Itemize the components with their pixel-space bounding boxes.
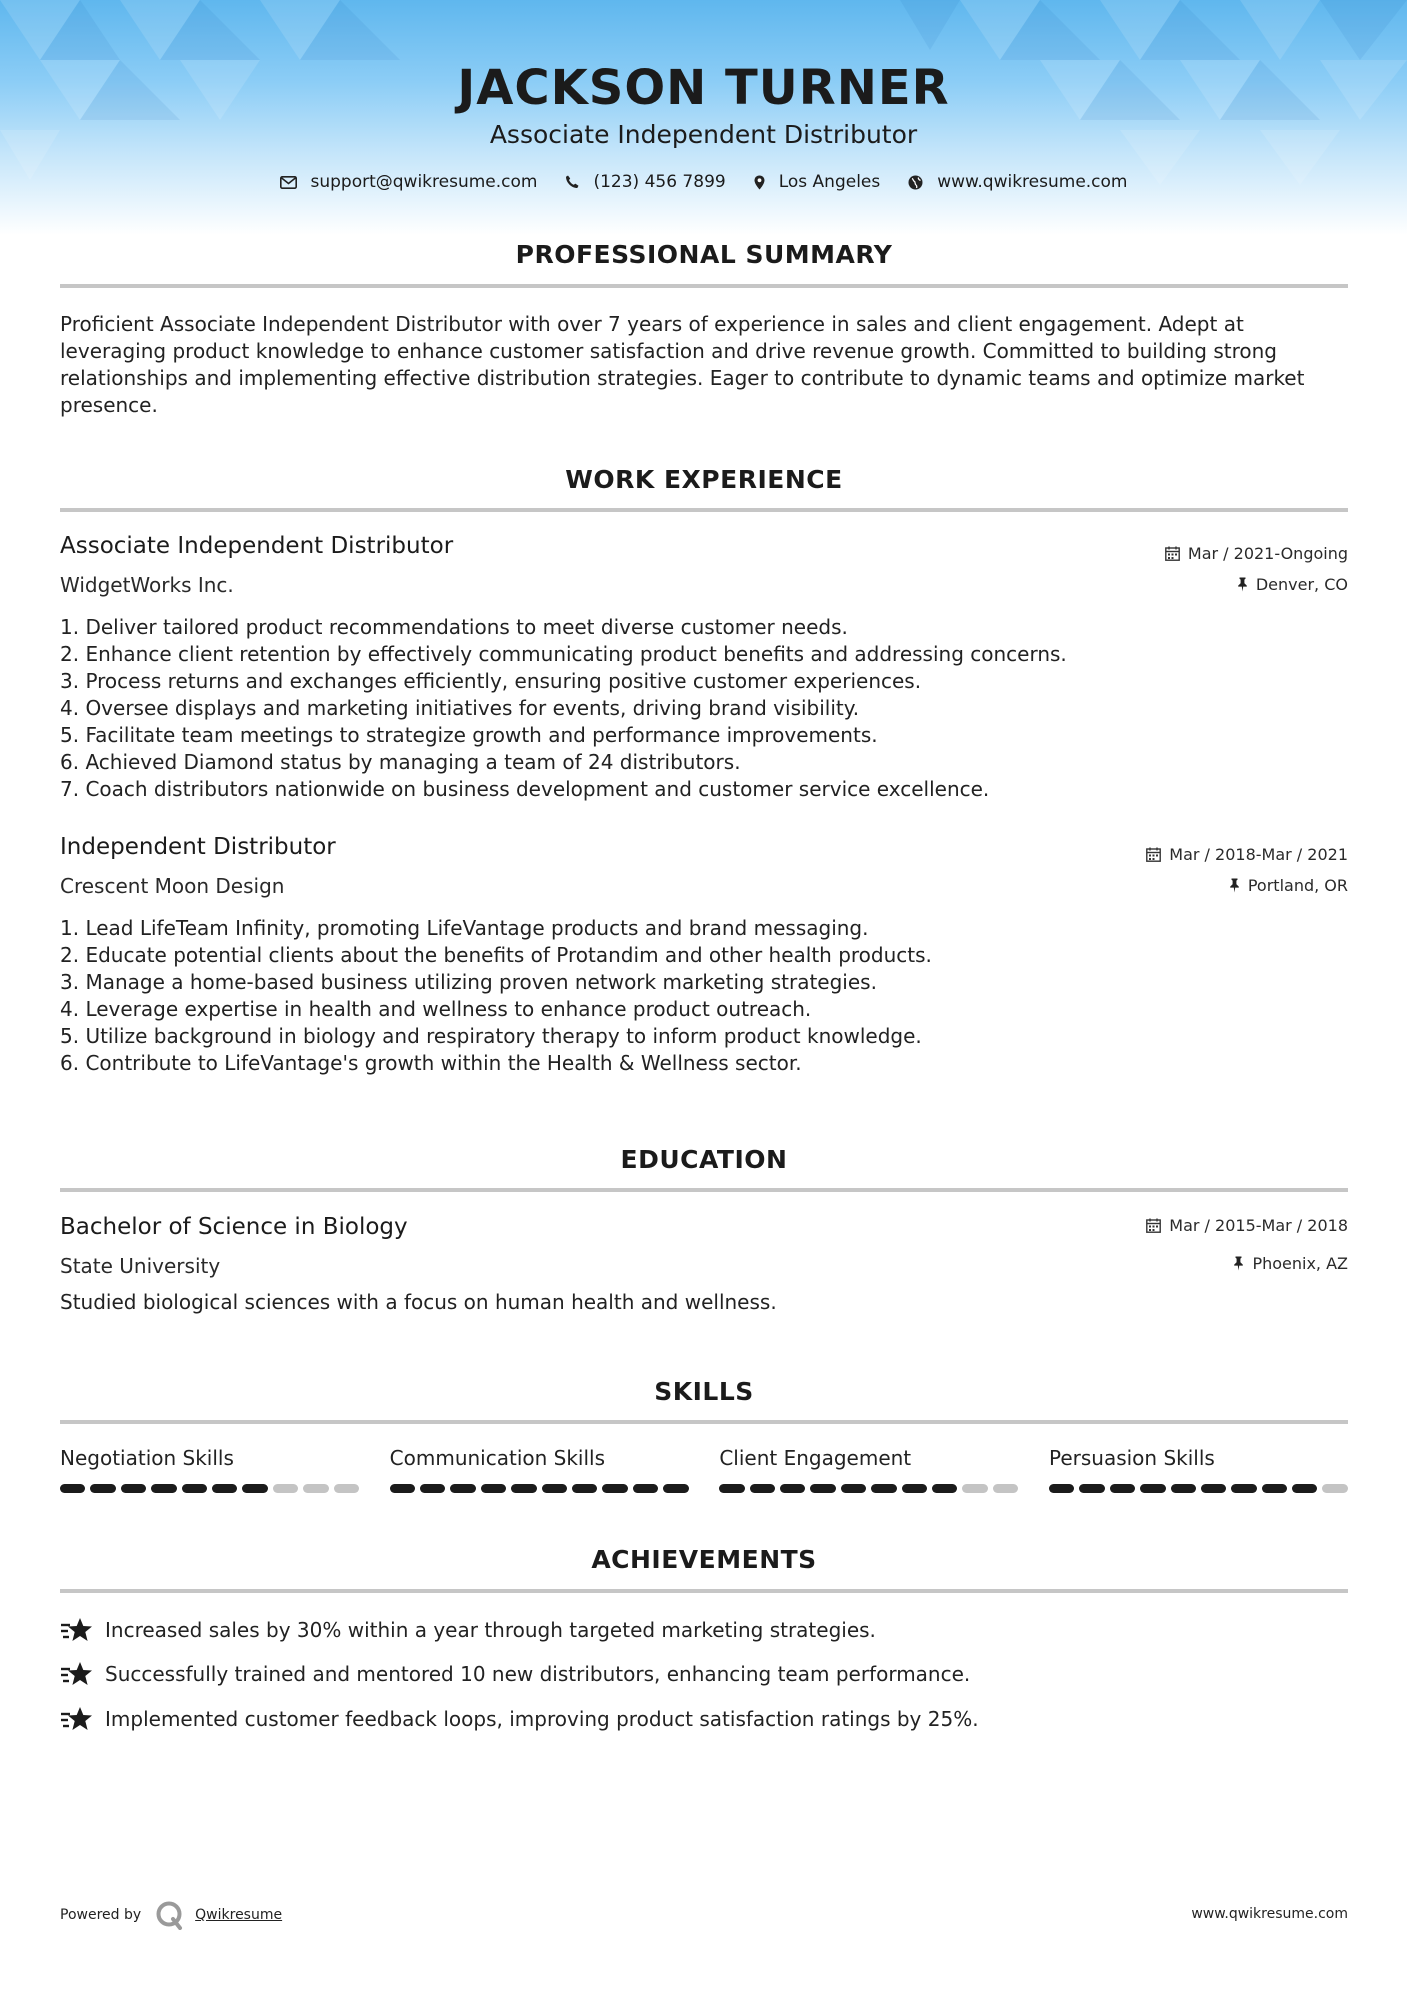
skill-segment-filled bbox=[121, 1484, 146, 1493]
globe-icon bbox=[908, 175, 923, 190]
skill-segment-empty bbox=[303, 1484, 328, 1493]
skill-segment-filled bbox=[902, 1484, 927, 1493]
skill-level-bar bbox=[60, 1484, 359, 1493]
list-item: 1. Deliver tailored product recommendations to meet diverse customer needs. bbox=[60, 615, 848, 639]
calendar-icon bbox=[1146, 1218, 1161, 1233]
qwikresume-link[interactable]: Qwikresume bbox=[195, 1907, 283, 1923]
star-award-icon bbox=[60, 1706, 93, 1732]
skills-grid bbox=[60, 1446, 1348, 1493]
skill-segment-filled bbox=[390, 1484, 415, 1493]
job-dates-text: Mar / 2018-Mar / 2021 bbox=[1169, 845, 1348, 864]
list-item: 4. Oversee displays and marketing initiatives for events, driving brand visibility. bbox=[60, 696, 860, 720]
contact-bar bbox=[0, 172, 1407, 192]
section-divider bbox=[60, 508, 1348, 512]
job-location-text: Denver, CO bbox=[1255, 575, 1348, 594]
skill-level-bar bbox=[719, 1484, 1018, 1493]
job-location bbox=[1229, 876, 1348, 895]
job-duties-list bbox=[60, 614, 1348, 803]
list-item: 2. Educate potential clients about the benefits of Protandim and other health products. bbox=[60, 943, 932, 967]
skill-segment-filled bbox=[1079, 1484, 1104, 1493]
school-name: State University bbox=[60, 1254, 221, 1278]
achievement-item bbox=[60, 1661, 970, 1687]
list-item: 5. Utilize background in biology and respiratory therapy to inform product knowledge. bbox=[60, 1024, 922, 1048]
skill-segment-filled bbox=[90, 1484, 115, 1493]
skill-item bbox=[390, 1446, 689, 1493]
job-location bbox=[1237, 575, 1348, 594]
skill-name: Persuasion Skills bbox=[1048, 1446, 1215, 1470]
company-name: WidgetWorks Inc. bbox=[60, 573, 234, 597]
achievement-text: Increased sales by 30% within a year through targeted marketing strategies. bbox=[105, 1618, 876, 1642]
skill-segment-filled bbox=[450, 1484, 475, 1493]
skill-segment-empty bbox=[1322, 1484, 1347, 1493]
section-title-summary: PROFESSIONAL SUMMARY bbox=[515, 240, 893, 269]
skill-segment-filled bbox=[420, 1484, 445, 1493]
job-duties-list bbox=[60, 915, 1348, 1077]
section-divider bbox=[60, 284, 1348, 288]
contact-email[interactable] bbox=[280, 172, 538, 192]
list-item: 2. Enhance client retention by effectively communicating product benefits and addressing concerns. bbox=[60, 642, 1067, 666]
skill-name: Client Engagement bbox=[719, 1446, 912, 1470]
job-title: Associate Independent Distributor bbox=[60, 533, 454, 559]
skill-segment-filled bbox=[841, 1484, 866, 1493]
list-item: 3. Process returns and exchanges efficiently, ensuring positive customer experiences. bbox=[60, 669, 922, 693]
achievement-text: Implemented customer feedback loops, improving product satisfaction ratings by 25%. bbox=[105, 1707, 979, 1731]
skill-item bbox=[1049, 1446, 1348, 1493]
location-text: Los Angeles bbox=[778, 172, 881, 192]
footer-powered-by bbox=[60, 1900, 282, 1930]
phone-icon bbox=[565, 175, 579, 189]
skill-level-bar bbox=[390, 1484, 689, 1493]
section-divider bbox=[60, 1420, 1348, 1424]
degree-title: Bachelor of Science in Biology bbox=[60, 1214, 408, 1240]
list-item: 6. Contribute to LifeVantage's growth within the Health & Wellness sector. bbox=[60, 1051, 802, 1075]
skill-segment-filled bbox=[663, 1484, 688, 1493]
education-location bbox=[1233, 1254, 1348, 1273]
skill-segment-filled bbox=[481, 1484, 506, 1493]
skill-segment-filled bbox=[871, 1484, 896, 1493]
skill-item bbox=[719, 1446, 1018, 1493]
email-text: support@qwikresume.com bbox=[310, 172, 538, 192]
skill-segment-filled bbox=[1049, 1484, 1074, 1493]
skill-segment-filled bbox=[511, 1484, 536, 1493]
skill-segment-filled bbox=[572, 1484, 597, 1493]
star-award-icon bbox=[60, 1617, 93, 1643]
skill-segment-filled bbox=[750, 1484, 775, 1493]
job-dates bbox=[1165, 544, 1348, 563]
section-divider bbox=[60, 1188, 1348, 1192]
skill-segment-filled bbox=[810, 1484, 835, 1493]
education-description: Studied biological sciences with a focus on human health and wellness. bbox=[60, 1290, 777, 1314]
section-title-skills: SKILLS bbox=[654, 1377, 754, 1406]
skill-level-bar bbox=[1049, 1484, 1348, 1493]
skill-name: Communication Skills bbox=[389, 1446, 606, 1470]
skill-segment-empty bbox=[962, 1484, 987, 1493]
envelope-icon bbox=[280, 176, 297, 189]
skill-segment-filled bbox=[60, 1484, 85, 1493]
skill-segment-filled bbox=[242, 1484, 267, 1493]
achievement-item bbox=[60, 1617, 876, 1643]
skill-segment-filled bbox=[1171, 1484, 1196, 1493]
company-name: Crescent Moon Design bbox=[60, 874, 285, 898]
skill-name: Negotiation Skills bbox=[60, 1446, 234, 1470]
list-item: 1. Lead LifeTeam Infinity, promoting LifeVantage products and brand messaging. bbox=[60, 916, 869, 940]
pushpin-icon bbox=[1233, 1256, 1244, 1271]
achievement-item bbox=[60, 1706, 979, 1732]
skill-segment-empty bbox=[334, 1484, 359, 1493]
section-divider bbox=[60, 1589, 1348, 1593]
calendar-icon bbox=[1165, 546, 1180, 561]
job-title: Independent Distributor bbox=[60, 834, 336, 860]
pushpin-icon bbox=[1237, 577, 1248, 592]
job-location-text: Portland, OR bbox=[1247, 876, 1348, 895]
website-text: www.qwikresume.com bbox=[937, 172, 1128, 192]
skill-segment-filled bbox=[151, 1484, 176, 1493]
section-title-education: EDUCATION bbox=[620, 1145, 788, 1174]
skill-segment-filled bbox=[780, 1484, 805, 1493]
education-dates-text: Mar / 2015-Mar / 2018 bbox=[1169, 1216, 1348, 1235]
skill-segment-empty bbox=[273, 1484, 298, 1493]
star-award-icon bbox=[60, 1661, 93, 1687]
footer-website[interactable]: www.qwikresume.com bbox=[1191, 1906, 1348, 1922]
skill-segment-filled bbox=[1262, 1484, 1287, 1493]
list-item: 6. Achieved Diamond status by managing a team of 24 distributors. bbox=[60, 750, 741, 774]
candidate-name: JACKSON TURNER bbox=[457, 60, 950, 116]
job-dates bbox=[1146, 845, 1348, 864]
skill-segment-filled bbox=[1140, 1484, 1165, 1493]
header-background bbox=[0, 0, 1407, 235]
education-dates bbox=[1146, 1216, 1348, 1235]
contact-website[interactable] bbox=[908, 172, 1127, 192]
skill-segment-filled bbox=[633, 1484, 658, 1493]
contact-location bbox=[754, 172, 881, 192]
powered-by-label: Powered by bbox=[60, 1907, 142, 1923]
qwikresume-logo-icon bbox=[155, 1900, 185, 1930]
section-title-achievements: ACHIEVEMENTS bbox=[591, 1545, 817, 1574]
triangle-pattern bbox=[0, 0, 1407, 235]
skill-segment-filled bbox=[542, 1484, 567, 1493]
skill-segment-filled bbox=[719, 1484, 744, 1493]
section-title-experience: WORK EXPERIENCE bbox=[565, 465, 843, 494]
skill-segment-empty bbox=[993, 1484, 1018, 1493]
summary-text: Proficient Associate Independent Distributor with over 7 years of experience in sales and client engagement. Adept at leveraging product knowledge to enhance customer satisfaction and drive revenue growth. Committed to building strong relationships and implementing effective distribution strategies. Eager to contribute to dynamic teams and optimize market presence. bbox=[60, 312, 1305, 417]
skill-segment-filled bbox=[1110, 1484, 1135, 1493]
skill-item bbox=[60, 1446, 359, 1493]
list-item: 7. Coach distributors nationwide on business development and customer service excellence. bbox=[60, 777, 990, 801]
education-location-text: Phoenix, AZ bbox=[1252, 1254, 1348, 1273]
phone-text: (123) 456 7899 bbox=[593, 172, 726, 192]
skill-segment-filled bbox=[212, 1484, 237, 1493]
pushpin-icon bbox=[1229, 878, 1240, 893]
contact-phone[interactable] bbox=[565, 172, 725, 192]
skill-segment-filled bbox=[1231, 1484, 1256, 1493]
calendar-icon bbox=[1146, 847, 1161, 862]
job-dates-text: Mar / 2021-Ongoing bbox=[1187, 544, 1348, 563]
skill-segment-filled bbox=[1201, 1484, 1226, 1493]
skill-segment-filled bbox=[182, 1484, 207, 1493]
list-item: 5. Facilitate team meetings to strategize growth and performance improvements. bbox=[60, 723, 878, 747]
list-item: 4. Leverage expertise in health and wellness to enhance product outreach. bbox=[60, 997, 812, 1021]
candidate-title: Associate Independent Distributor bbox=[489, 120, 918, 149]
map-marker-icon bbox=[754, 175, 765, 190]
skill-segment-filled bbox=[1292, 1484, 1317, 1493]
achievement-text: Successfully trained and mentored 10 new distributors, enhancing team performance. bbox=[105, 1662, 971, 1686]
skill-segment-filled bbox=[602, 1484, 627, 1493]
list-item: 3. Manage a home-based business utilizing proven network marketing strategies. bbox=[60, 970, 877, 994]
skill-segment-filled bbox=[932, 1484, 957, 1493]
